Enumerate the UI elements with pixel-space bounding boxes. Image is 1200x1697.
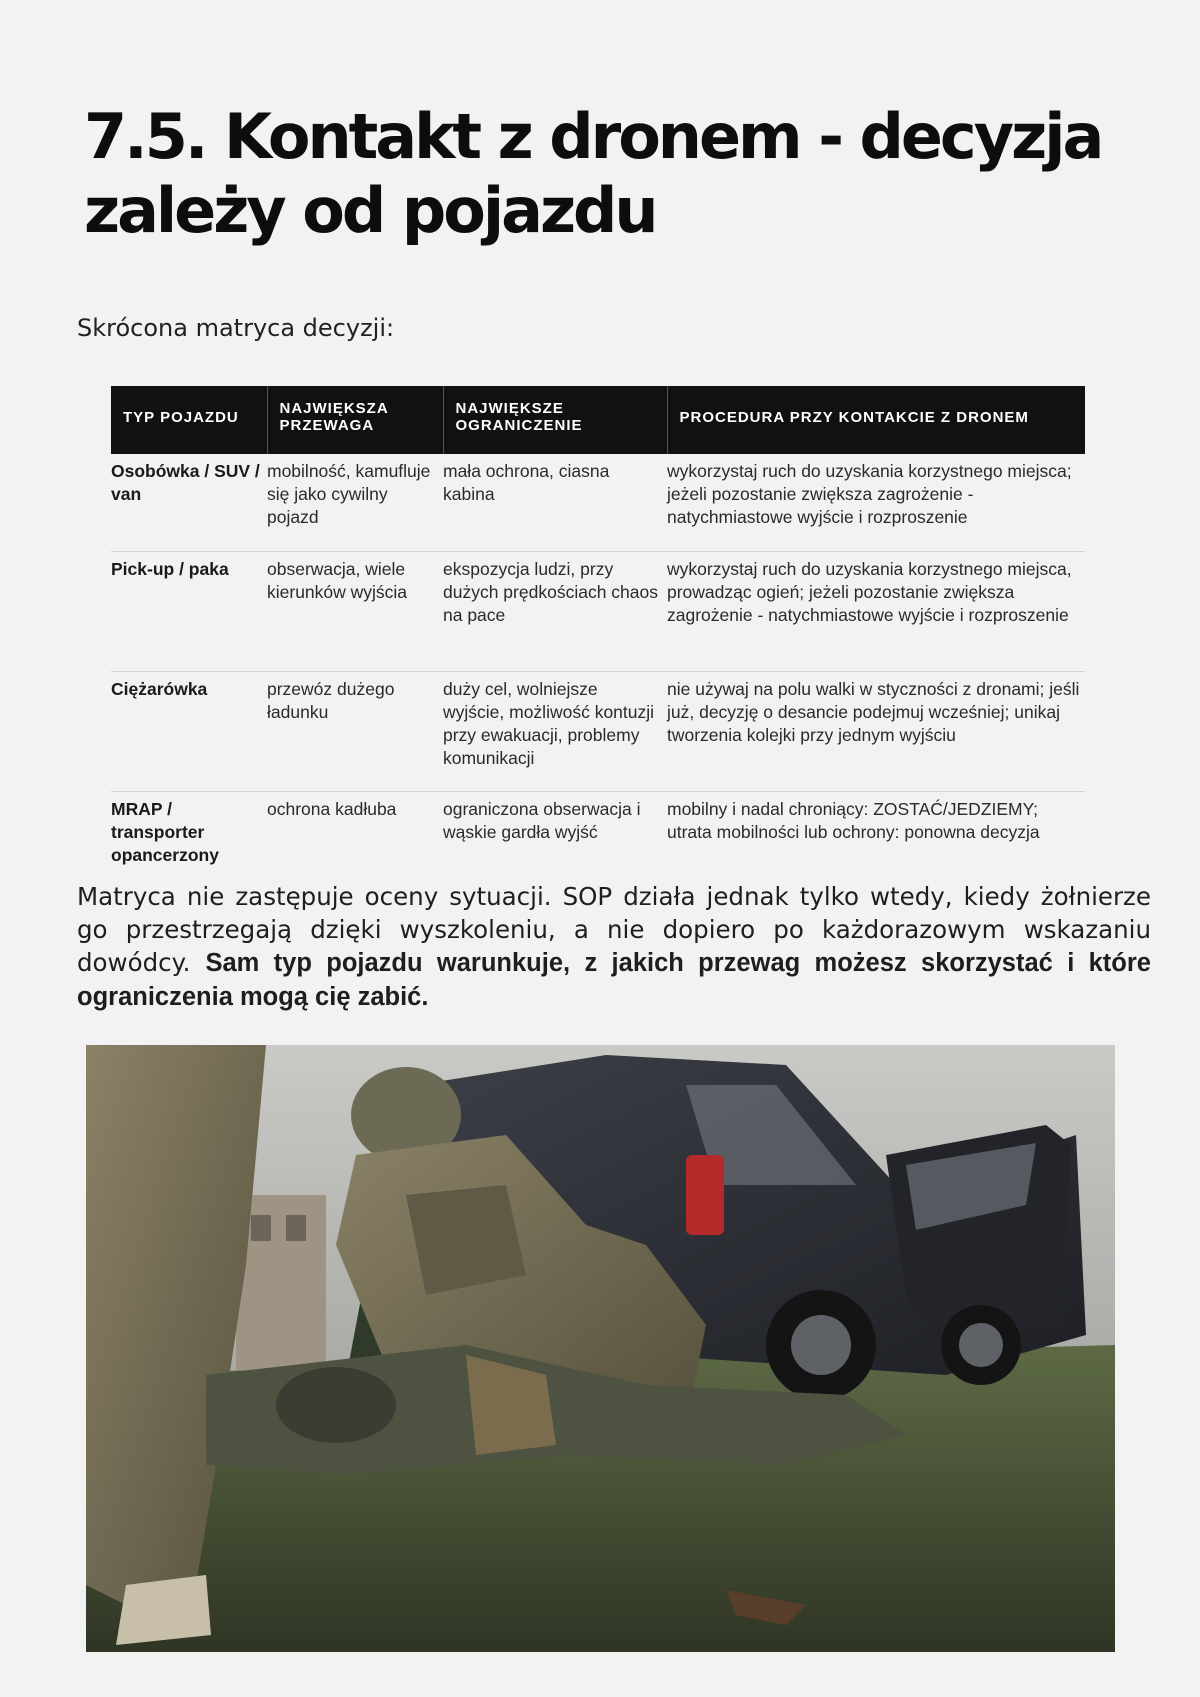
title-line-1: 7.5. Kontakt z dronem - decyzja: [84, 100, 1102, 173]
header-advantage: NAJWIĘKSZA PRZEWAGA: [267, 386, 443, 454]
paragraph-bold-text: Sam typ pojazdu warunkuje, z jakich przewag możesz skorzystać i które ograniczenia mogą cię zabić.: [77, 949, 1151, 1011]
title-line-2: zależy od pojazdu: [84, 174, 656, 247]
cell-limitation: mała ochrona, ciasna kabina: [443, 454, 667, 551]
cell-vehicle: Ciężarówka: [111, 671, 267, 791]
header-procedure: PROCEDURA PRZY KONTAKCIE Z DRONEM: [667, 386, 1085, 454]
cell-procedure: wykorzystaj ruch do uzyskania korzystnego miejsca; jeżeli pozostanie zwiększa zagrożenie - natychmiastowe wyjście i rozproszenie: [667, 454, 1085, 551]
cell-procedure: nie używaj na polu walki w styczności z dronami; jeśli już, decyzję o desancie podejmuj wcześniej; unikaj tworzenia kolejki przy jednym wyjściu: [667, 671, 1085, 791]
cell-vehicle: MRAP / transporter opancerzony: [111, 798, 219, 865]
cell-vehicle: Osobówka / SUV / van: [111, 454, 267, 551]
soldiers-vehicle-photo: [86, 1045, 1115, 1652]
page-title: [84, 100, 1144, 248]
cell-procedure: mobilny i nadal chroniący: ZOSTAĆ/JEDZIEMY; utrata mobilności lub ochrony: ponowna decyzja: [667, 798, 1040, 842]
subtitle: Skrócona matryca decyzji:: [77, 314, 395, 342]
table-row: [111, 551, 1085, 671]
cell-advantage: przewóz dużego ładunku: [267, 671, 443, 791]
cell-procedure: wykorzystaj ruch do uzyskania korzystnego miejsca, prowadząc ogień; jeżeli pozostanie zwiększa zagrożenie - natychmiastowe wyjście i rozproszenie: [667, 551, 1085, 671]
cell-advantage: obserwacja, wiele kierunków wyjścia: [267, 551, 443, 671]
header-limitation: NAJWIĘKSZE OGRANICZENIE: [443, 386, 667, 454]
decision-matrix-table: [111, 386, 1085, 881]
table-header-row: [111, 386, 1085, 454]
table-row: [111, 791, 1085, 881]
cell-limitation: ograniczona obserwacja i wąskie gardła wyjść: [443, 798, 641, 842]
paragraph-normal-text: Matryca nie zastępuje oceny sytuacji. SOP działa jednak tylko wtedy, kiedy żołnierze go przestrzegają dzięki wyszkoleniu, a nie dopiero po każdorazowym wskazaniu dowódcy.: [77, 882, 1151, 977]
header-vehicle-type: TYP POJAZDU: [111, 386, 267, 454]
cell-vehicle: Pick-up / paka: [111, 551, 267, 671]
cell-limitation: ekspozycja ludzi, przy dużych prędkościach chaos na pace: [443, 551, 667, 671]
body-paragraph: [77, 880, 1151, 1014]
table-row: [111, 671, 1085, 791]
cell-advantage: ochrona kadłuba: [267, 798, 397, 819]
cell-limitation: duży cel, wolniejsze wyjście, możliwość kontuzji przy ewakuacji, problemy komunikacji: [443, 671, 667, 791]
cell-advantage: mobilność, kamufluje się jako cywilny pojazd: [267, 454, 443, 551]
table-row: [111, 454, 1085, 551]
